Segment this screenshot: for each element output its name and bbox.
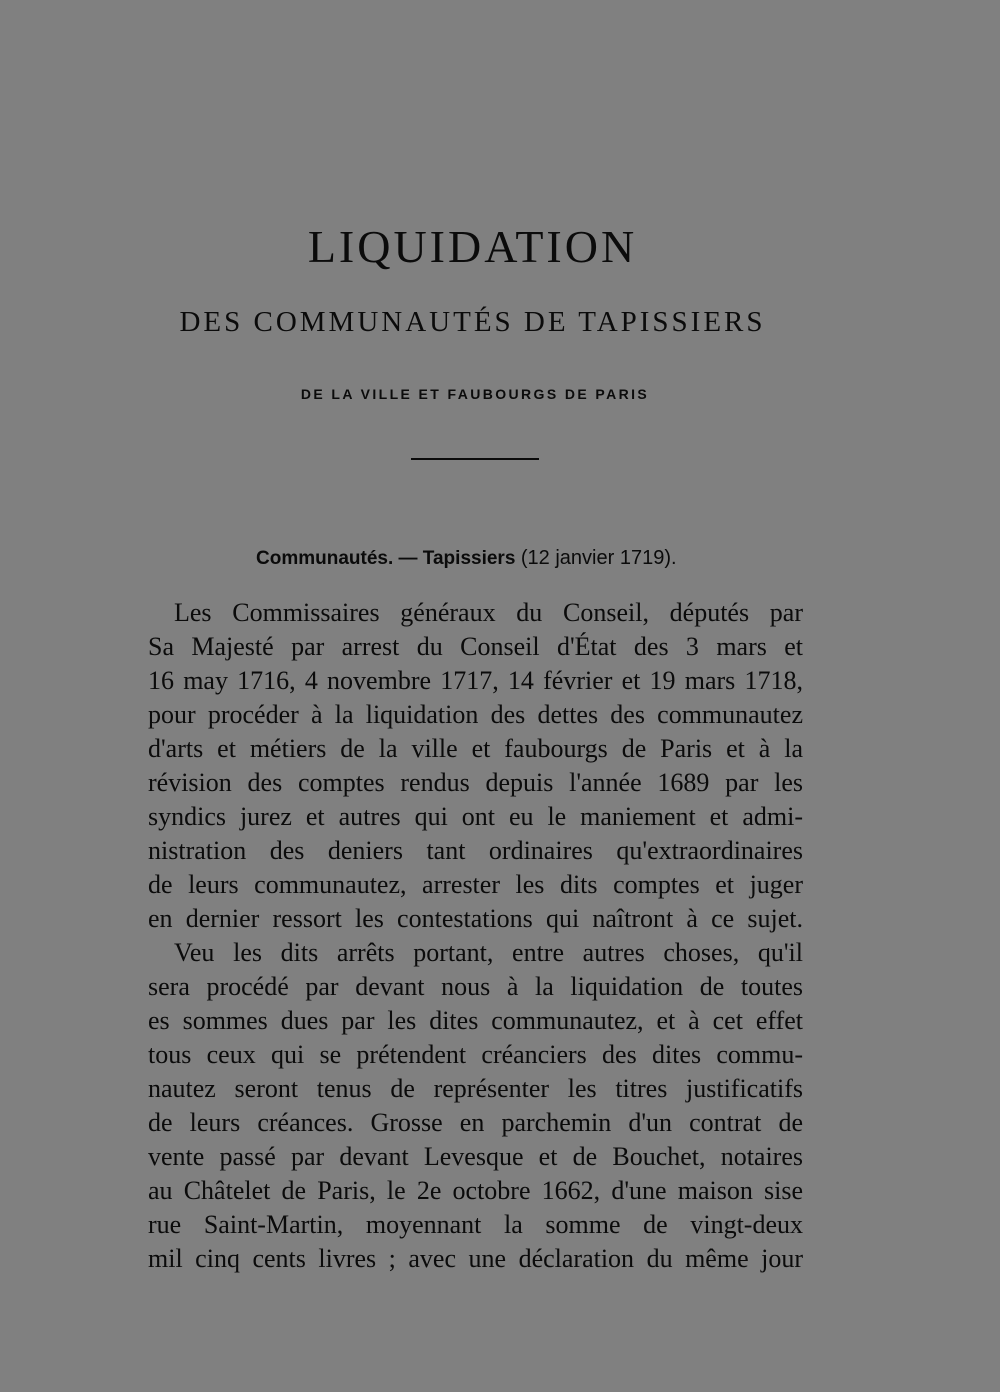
paragraph-line: syndics jurez et autres qui ont eu le maniement et admi- xyxy=(148,802,803,831)
paragraph-line: rue Saint-Martin, moyennant la somme de vingt-deux xyxy=(148,1210,803,1239)
paragraph-line: au Châtelet de Paris, le 2e octobre 1662, d'une maison sise xyxy=(148,1176,803,1205)
title-divider xyxy=(411,458,539,460)
paragraph-line: nautez seront tenus de représenter les titres justificatifs xyxy=(148,1074,803,1103)
section-heading xyxy=(256,544,677,570)
paragraph-2 xyxy=(148,936,803,1276)
paragraph-line: Sa Majesté par arrest du Conseil d'État des 3 mars et xyxy=(148,632,803,661)
paragraph-line: sera procédé par devant nous à la liquidation de toutes xyxy=(148,972,803,1001)
paragraph-1 xyxy=(148,596,803,936)
page-subsubtitle: DE LA VILLE ET FAUBOURGS DE PARIS xyxy=(300,386,650,402)
page-title: LIQUIDATION xyxy=(307,221,638,272)
paragraph-line: de leurs créances. Grosse en parchemin d'un contrat de xyxy=(148,1108,803,1137)
paragraph-line: mil cinq cents livres ; avec une déclaration du même jour xyxy=(148,1244,803,1273)
paragraph-line: Les Commissaires généraux du Conseil, députés par xyxy=(174,598,803,627)
section-heading-label: Communautés. — Tapissiers xyxy=(256,548,516,569)
paragraph-line: Veu les dits arrêts portant, entre autres choses, qu'il xyxy=(174,938,803,967)
paragraph-line: nistration des deniers tant ordinaires qu'extraordinaires xyxy=(148,836,803,865)
section-heading-date: (12 janvier 1719). xyxy=(520,547,677,569)
paragraph-line: 16 may 1716, 4 novembre 1717, 14 février et 19 mars 1718, xyxy=(148,666,803,695)
paragraph-line: tous ceux qui se prétendent créanciers des dites commu- xyxy=(148,1040,803,1069)
paragraph-line: de leurs communautez, arrester les dits comptes et juger xyxy=(148,870,803,899)
paragraph-line: en dernier ressort les contestations qui naîtront à ce sujet. xyxy=(148,904,803,933)
paragraph-line: d'arts et métiers de la ville et faubourgs de Paris et à la xyxy=(148,734,803,763)
page-subtitle: DES COMMUNAUTÉS DE TAPISSIERS xyxy=(179,306,766,338)
paragraph-line: pour procéder à la liquidation des dettes des communautez xyxy=(148,700,803,729)
paragraph-line: révision des comptes rendus depuis l'année 1689 par les xyxy=(148,768,803,797)
paragraph-line: vente passé par devant Levesque et de Bouchet, notaires xyxy=(148,1142,803,1171)
paragraph-line: es sommes dues par les dites communautez, et à cet effet xyxy=(148,1006,803,1035)
